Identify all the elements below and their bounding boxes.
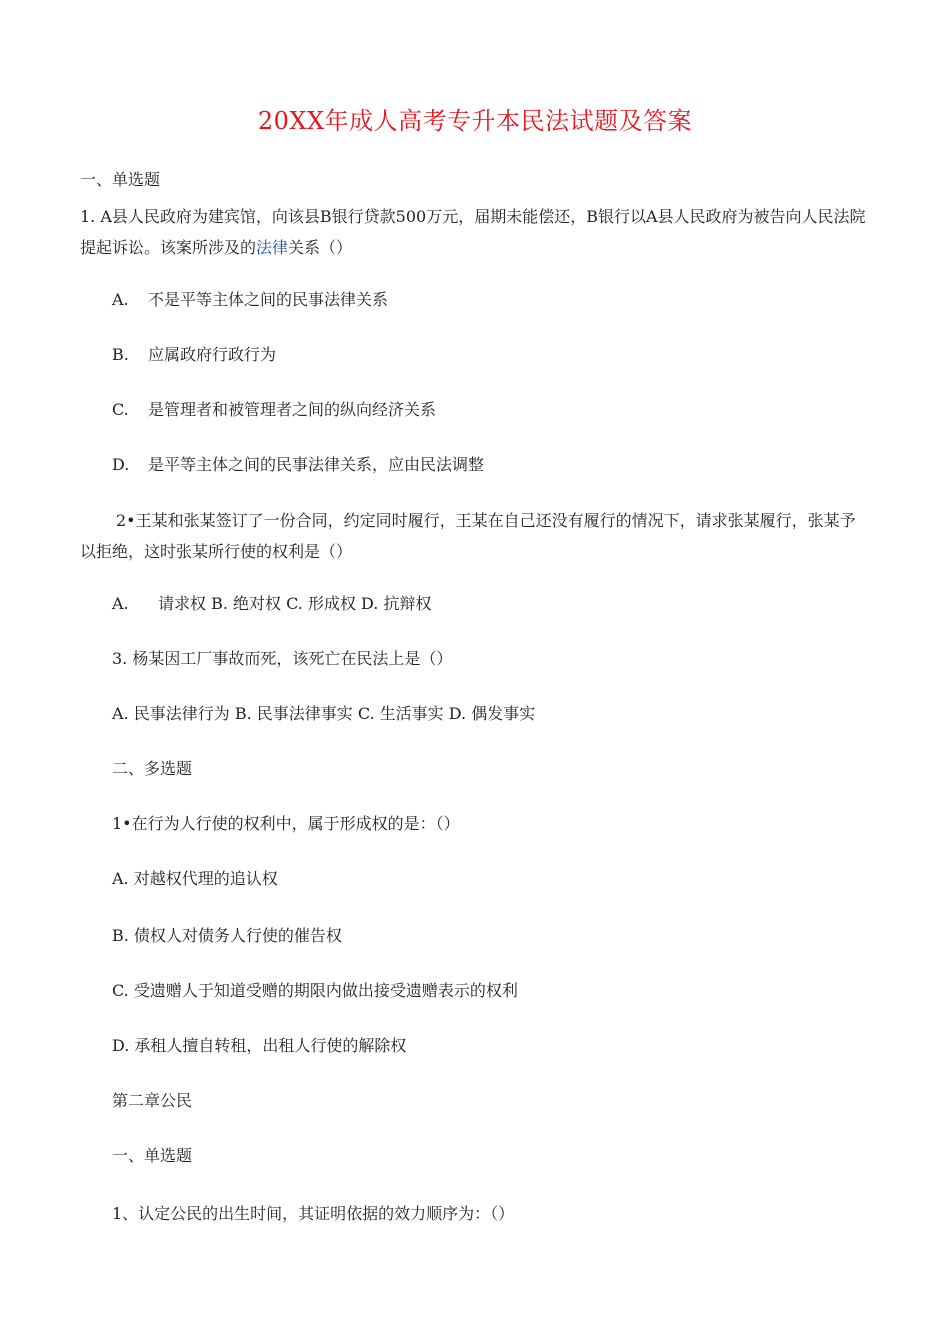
section-heading-single-choice: 一、单选题 [80, 170, 161, 189]
option-label: C. [112, 400, 129, 419]
question-3: 3. 杨某因工厂事故而死，该死亡在民法上是（） [112, 649, 453, 668]
option-label: A. [112, 594, 129, 613]
question-2: 2•王某和张某签订了一份合同，约定同时履行，王某在自己还没有履行的情况下，请求张某履行，张某予以拒绝，这时张某所行使的权利是（） [80, 511, 856, 561]
option-label: A. [112, 290, 129, 309]
option-text: 是管理者和被管理者之间的纵向经济关系 [148, 400, 437, 419]
option-text: 不是平等主体之间的民事法律关系 [148, 290, 389, 309]
option-text: 请求权 B. 绝对权 C. 形成权 D. 抗辩权 [158, 594, 432, 613]
option-text: 应属政府行政行为 [148, 345, 277, 364]
section-heading-multiple-choice: 二、多选题 [112, 759, 193, 778]
option-text: 是平等主体之间的民事法律关系，应由民法调整 [148, 455, 485, 474]
question-1-option-c [112, 400, 436, 420]
question-1-option-a [112, 290, 388, 310]
question-2-options [112, 594, 431, 614]
multi-question-1-option-c: C. 受遗赠人于知道受赠的期限内做出接受遗赠表示的权利 [112, 981, 518, 1000]
question-1-option-b [112, 345, 276, 365]
option-label: B. [112, 345, 129, 364]
question-1 [80, 201, 870, 263]
question-1-option-d [112, 455, 484, 475]
multi-question-1-option-a: A. 对越权代理的追认权 [112, 869, 278, 888]
section-heading-single-choice-2: 一、单选题 [112, 1146, 193, 1165]
multi-question-1-option-b: B. 债权人对债务人行使的催告权 [112, 926, 342, 945]
question-3-options: A. 民事法律行为 B. 民事法律事实 C. 生活事实 D. 偶发事实 [112, 704, 536, 723]
law-link[interactable]: 法律 [256, 238, 289, 257]
question-1-text-end: 关系（） [288, 238, 353, 257]
option-label: D. [112, 455, 130, 474]
multi-question-1-option-d: D. 承租人擅自转租，出租人行使的解除权 [112, 1036, 407, 1055]
multi-question-1: 1•在行为人行使的权利中，属于形成权的是：（） [112, 814, 460, 833]
document-title: 20XX年成人高考专升本民法试题及答案 [257, 107, 693, 135]
question-1-text: 1. A县人民政府为建宾馆，向该县B银行贷款500万元，届期未能偿还，B银行以A县人民政府为被告向人民法院提起诉讼。该案所涉及的 [80, 207, 866, 257]
chapter-question-1: 1、认定公民的出生时间，其证明依据的效力顺序为：（） [112, 1204, 515, 1223]
chapter-heading: 第二章公民 [112, 1091, 193, 1110]
